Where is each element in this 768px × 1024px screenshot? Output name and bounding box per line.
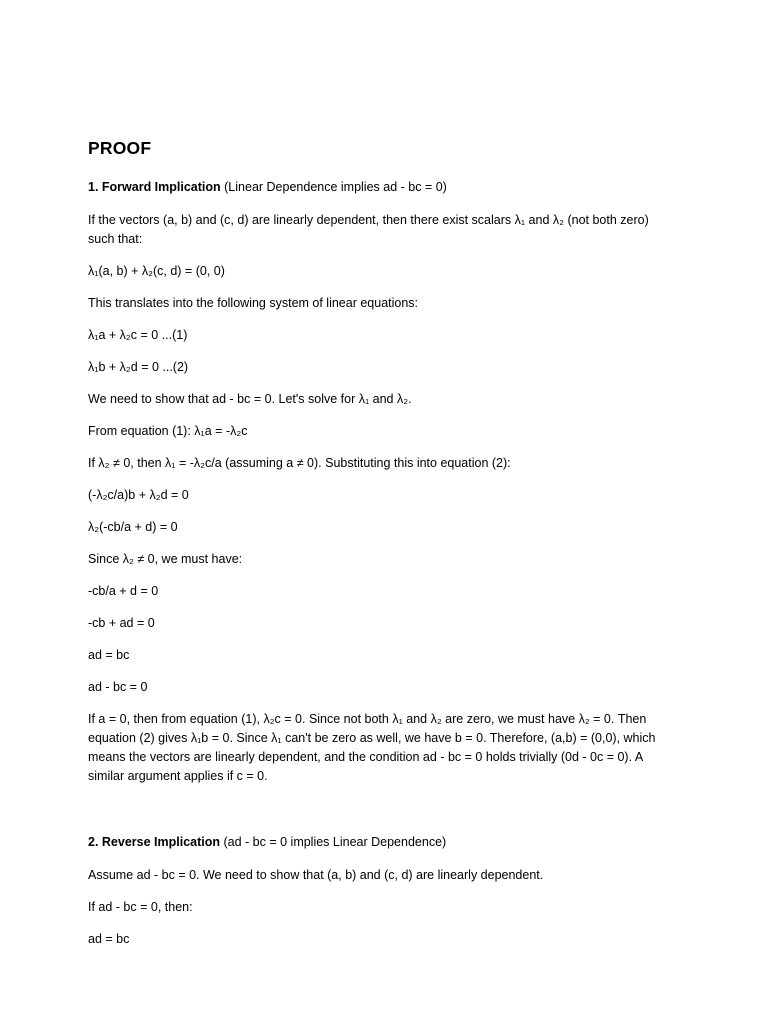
paragraph-line: If λ₂ ≠ 0, then λ₁ = -λ₂c/a (assuming a ≠ 0). Substituting this into equation (2):: [88, 456, 511, 470]
paragraph-line: such that:: [88, 232, 143, 246]
equation-line: ad = bc: [88, 648, 130, 662]
equation-line: λ₁a + λ₂c = 0 ...(1): [88, 328, 188, 342]
paragraph-line: If ad - bc = 0, then:: [88, 900, 193, 914]
paragraph-line: We need to show that ad - bc = 0. Let's solve for λ₁ and λ₂.: [88, 392, 412, 406]
paragraph-line: From equation (1): λ₁a = -λ₂c: [88, 424, 248, 438]
equation-line: ad = bc: [88, 932, 130, 946]
section-2-heading-bold: 2. Reverse Implication: [88, 835, 221, 849]
equation-line: λ₁(a, b) + λ₂(c, d) = (0, 0): [88, 264, 225, 278]
paragraph-line: If a = 0, then from equation (1), λ₂c = 0. Since not both λ₁ and λ₂ are zero, we must have λ₂ = 0. Then: [88, 712, 647, 726]
paragraph-line: Since λ₂ ≠ 0, we must have:: [88, 552, 243, 566]
paragraph-line: means the vectors are linearly dependent, and the condition ad - bc = 0 holds trivially (0d - 0c = 0). A: [88, 750, 644, 764]
page-title: PROOF: [88, 138, 152, 158]
section-1-heading-bold: 1. Forward Implication: [88, 180, 221, 194]
section-1-heading: [88, 178, 668, 197]
paragraph-line: Assume ad - bc = 0. We need to show that (a, b) and (c, d) are linearly dependent.: [88, 868, 544, 882]
equation-line: (-λ₂c/a)b + λ₂d = 0: [88, 488, 189, 502]
paragraph-line: similar argument applies if c = 0.: [88, 769, 268, 783]
paragraph-line: equation (2) gives λ₁b = 0. Since λ₁ can't be zero as well, we have b = 0. Therefore, (a,b) = (0,0), which: [88, 731, 656, 745]
equation-line: λ₂(-cb/a + d) = 0: [88, 520, 178, 534]
section-2-heading: [88, 833, 668, 852]
equation-line: -cb/a + d = 0: [88, 584, 159, 598]
paragraph-line: This translates into the following system of linear equations:: [88, 296, 419, 310]
paragraph-line: If the vectors (a, b) and (c, d) are linearly dependent, then there exist scalars λ₁ and λ₂ (not both zero): [88, 213, 649, 227]
equation-line: -cb + ad = 0: [88, 616, 155, 630]
section-2-heading-rest: (ad - bc = 0 implies Linear Dependence): [220, 835, 447, 849]
equation-line: λ₁b + λ₂d = 0 ...(2): [88, 360, 189, 374]
section-1-heading-rest: (Linear Dependence implies ad - bc = 0): [220, 180, 447, 194]
equation-line: ad - bc = 0: [88, 680, 148, 694]
